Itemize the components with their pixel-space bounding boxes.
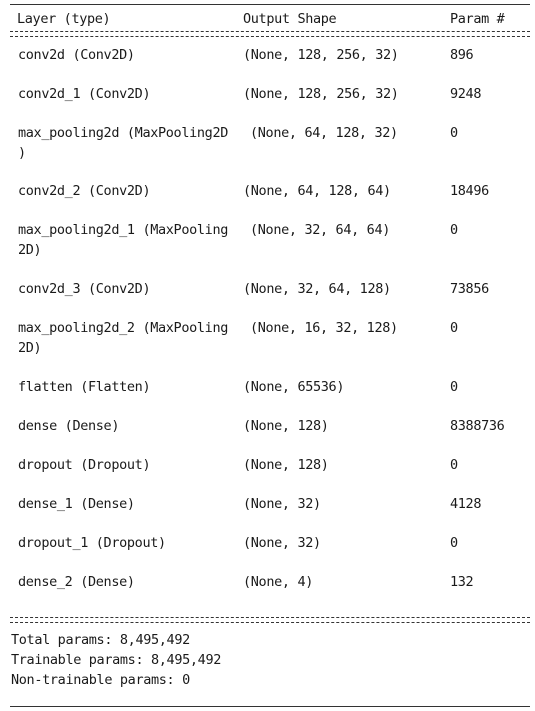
output-shape: (None, 128, 256, 32) <box>243 86 399 102</box>
table-row <box>0 123 535 163</box>
table-row <box>0 181 535 221</box>
layer-name: dropout (Dropout) <box>18 457 151 473</box>
layer-name: flatten (Flatten) <box>18 379 151 395</box>
layer-name: dense_2 (Dense) <box>18 574 135 590</box>
output-shape: (None, 128) <box>243 418 329 434</box>
layer-name: dense_1 (Dense) <box>18 496 135 512</box>
layer-name: max_pooling2d_1 (MaxPooling 2D) <box>18 222 228 258</box>
footer-separator <box>10 617 530 623</box>
param-count: 896 <box>450 47 474 63</box>
param-count: 0 <box>450 379 458 395</box>
param-count: 132 <box>450 574 474 590</box>
output-shape: (None, 4) <box>243 574 313 590</box>
table-row <box>0 279 535 319</box>
param-count: 0 <box>450 125 458 141</box>
param-totals <box>11 630 531 690</box>
output-shape: (None, 16, 32, 128) <box>250 320 398 336</box>
table-row <box>0 494 535 534</box>
table-row <box>0 572 535 612</box>
table-row <box>0 377 535 417</box>
param-count: 0 <box>450 222 458 238</box>
table-header <box>0 9 535 27</box>
output-shape: (None, 32, 64, 128) <box>243 281 391 297</box>
top-rule <box>10 4 530 5</box>
non-trainable-params: Non-trainable params: 0 <box>11 672 190 688</box>
bottom-rule <box>10 706 530 707</box>
layer-name: conv2d_3 (Conv2D) <box>18 281 151 297</box>
param-count: 4128 <box>450 496 482 512</box>
table-row <box>0 416 535 456</box>
table-row <box>0 533 535 573</box>
layer-name: dropout_1 (Dropout) <box>18 535 166 551</box>
param-count: 0 <box>450 457 458 473</box>
layer-name: conv2d_1 (Conv2D) <box>18 86 151 102</box>
header-separator <box>10 31 530 37</box>
layer-name: max_pooling2d (MaxPooling2D ) <box>18 125 228 161</box>
table-row <box>0 84 535 124</box>
param-count: 18496 <box>450 183 489 199</box>
table-row <box>0 220 535 260</box>
output-shape: (None, 32, 64, 64) <box>250 222 390 238</box>
param-count: 8388736 <box>450 418 505 434</box>
layer-name: conv2d_2 (Conv2D) <box>18 183 151 199</box>
layer-name: max_pooling2d_2 (MaxPooling 2D) <box>18 320 228 356</box>
param-count: 73856 <box>450 281 489 297</box>
total-params: Total params: 8,495,492 <box>11 632 190 648</box>
table-row <box>0 318 535 358</box>
layer-name: conv2d (Conv2D) <box>18 47 135 63</box>
output-shape: (None, 128, 256, 32) <box>243 47 399 63</box>
output-shape: (None, 32) <box>243 535 321 551</box>
header-param-count: Param # <box>450 11 505 27</box>
param-count: 9248 <box>450 86 482 102</box>
header-output-shape: Output Shape <box>243 11 337 27</box>
trainable-params: Trainable params: 8,495,492 <box>11 652 221 668</box>
output-shape: (None, 64, 128, 64) <box>243 183 391 199</box>
header-layer-type: Layer (type) <box>17 11 111 27</box>
layer-name: dense (Dense) <box>18 418 120 434</box>
output-shape: (None, 64, 128, 32) <box>250 125 398 141</box>
output-shape: (None, 65536) <box>243 379 345 395</box>
table-row <box>0 455 535 495</box>
param-count: 0 <box>450 320 458 336</box>
param-count: 0 <box>450 535 458 551</box>
output-shape: (None, 32) <box>243 496 321 512</box>
table-row <box>0 45 535 85</box>
output-shape: (None, 128) <box>243 457 329 473</box>
